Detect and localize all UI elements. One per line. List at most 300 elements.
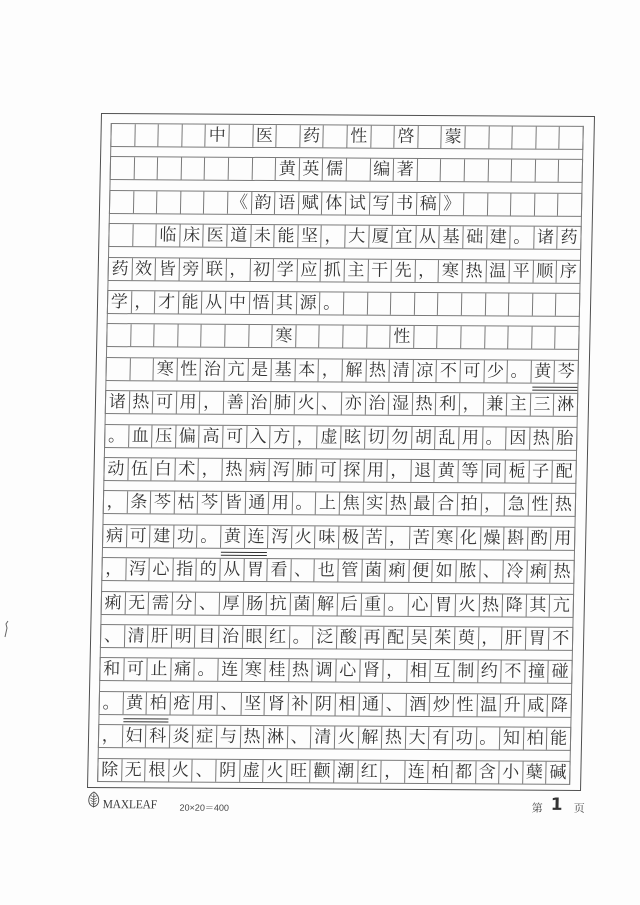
grid-cell [555,294,580,316]
grid-cell [319,326,343,348]
grid-cell: 炎 [169,726,193,748]
grid-cell: 诸 [105,391,129,413]
grid-cell: 亢 [223,359,247,381]
grid-cell: 热 [461,260,485,282]
grid-cell [417,126,441,148]
grid-cell: 胃 [431,594,455,616]
grid-cell: 悟 [248,292,272,314]
text-row [105,390,578,417]
grid-cell: 知 [499,728,523,750]
grid-cell: 合 [433,493,457,515]
grid-cell: 学 [107,291,131,313]
double-underline [221,552,266,556]
grid-cell [463,193,487,215]
grid-cell: 味 [314,526,338,548]
grid-cell: 止 [146,659,170,681]
grid-cell: 痛 [170,659,194,681]
grid-cell: 冷 [502,561,526,583]
grid-cell: 极 [338,526,362,548]
grid-cell: 抓 [320,259,344,281]
grid-cell: 可 [459,360,483,382]
grid-cell: 临 [155,225,179,247]
grid-cell: 坚 [297,225,321,247]
grid-cell: 与 [216,726,240,748]
grid-cell [366,326,390,348]
grid-cell: 寒 [438,260,462,282]
grid-cell: 热 [386,493,410,515]
grid-cell: 蘖 [522,761,546,783]
grid-cell: 目 [194,626,218,648]
page-number: 1 [550,794,563,815]
grid-cell: 热 [365,359,389,381]
grid-cell: 淋 [263,726,287,748]
grid-cell: 泻 [267,526,291,548]
grid-cell: 血 [128,425,152,447]
grid-cell: ， [387,460,411,482]
grid-cell: 不 [548,628,573,650]
grid-cell: 柏 [146,692,170,714]
grid-cell: 黄 [220,526,244,548]
text-row [99,657,572,684]
grid-cell [510,193,534,215]
grid-cell: 化 [456,527,480,549]
grid-cell: 芩 [554,361,579,383]
grid-cell: 治 [218,626,242,648]
grid-cell: 火 [168,759,192,781]
grid-cell: 等 [457,460,481,482]
grid-cell: 便 [408,560,432,582]
grid-cell: 方 [269,426,293,448]
grid-cell: 才 [154,291,178,313]
text-row [103,490,576,517]
grid-cell [416,159,440,181]
grid-cell: 、 [317,393,341,415]
grid-cell [487,160,511,182]
grid-cell: 补 [287,693,311,715]
grid-cell [129,358,153,380]
grid-cell: 碰 [548,661,573,683]
grid-cell: 桂 [264,659,288,681]
grid-cell: 。 [289,626,313,648]
grid-cell: 再 [359,627,383,649]
grid-cell: ， [98,725,122,747]
grid-cell: 痢 [101,592,125,614]
grid-cell [105,358,129,380]
grid-cell: 、 [287,726,311,748]
grid-cell: 黄 [275,158,299,180]
grid-cell [557,194,582,216]
brand-name: MAXLEAF [102,797,158,812]
grid-cell [370,126,394,148]
grid-cell: 制 [453,661,477,683]
grid-cell [484,327,508,349]
grid-cell: 的 [196,559,220,581]
grid-cell [180,191,204,213]
grid-cell: 不 [436,360,460,382]
grid-cell: 心 [335,660,359,682]
grid-cell: ， [414,260,438,282]
grid-cell: 肾 [264,693,288,715]
grid-cell: 分 [171,592,195,614]
grid-cell: 调 [312,660,336,682]
grid-cell: 肝 [501,627,525,649]
grid-cell [414,293,438,315]
grid-cell: 如 [432,560,456,582]
grid-cell: 湿 [388,393,412,415]
grid-cell: 、 [195,592,219,614]
grid-cell: 柏 [523,728,547,750]
grid-cell: 学 [273,259,297,281]
grid-cell: 药 [299,125,323,147]
grid-cell: 含 [475,761,499,783]
text-row [100,624,573,651]
grid-cell: 坚 [240,693,264,715]
grid-cell: 火 [334,727,358,749]
scan-mark [4,620,10,638]
grid-cell: 亦 [341,393,365,415]
grid-cell: 皆 [155,258,179,280]
grid-cell: 症 [192,726,216,748]
grid-cell: 酌 [527,527,551,549]
grid-cell: 基 [439,226,463,248]
grid-cell: 大 [405,727,429,749]
grid-cell: 清 [124,625,148,647]
grid-cell [133,191,157,213]
grid-cell [558,160,583,182]
grid-cell: 韵 [250,192,274,214]
grid-cell: 凉 [412,360,436,382]
grid-cell: 约 [477,661,501,683]
grid-cell: 焦 [339,493,363,515]
grid-cell: ， [199,392,223,414]
leaf-icon [87,791,101,808]
grid-cell [464,160,488,182]
grid-spec: 20×20＝400 [179,802,230,813]
grid-cell: 。 [104,425,128,447]
grid-cell: 、 [382,694,406,716]
grid-cell: 眼 [241,626,265,648]
grid-cell: 同 [481,460,505,482]
grid-cell: 未 [250,225,274,247]
grid-cell: 黄 [122,692,146,714]
grid-border [97,123,584,785]
grid-cell: 、 [479,561,503,583]
grid-cell [248,325,272,347]
grid-cell: 平 [509,260,533,282]
grid-cell: 升 [500,694,524,716]
grid-cell: 酒 [405,694,429,716]
grid-cell: 。 [509,227,533,249]
grid-cell: 、 [100,625,124,647]
grid-cell: 肠 [242,593,266,615]
grid-cell: 柏 [427,761,451,783]
grid-cell: 寒 [241,659,265,681]
grid-cell: 少 [483,360,507,382]
grid-cell: 可 [123,659,147,681]
grid-cell: 功 [173,525,197,547]
text-row [101,591,574,618]
grid-cell: 联 [202,258,226,280]
grid-cell: 动 [103,458,127,480]
grid-cell [461,293,485,315]
grid-cell: 肺 [292,459,316,481]
grid-cell: 苦 [362,526,386,548]
author-row [110,156,583,183]
grid-cell [180,158,204,180]
grid-cell: 黄 [434,460,458,482]
grid-cell: 。 [194,659,218,681]
grid-cell: 脓 [455,560,479,582]
grid-cell: 管 [337,560,361,582]
double-underline [532,386,577,390]
grid-cell: 泛 [312,626,336,648]
grid-cell: 医 [203,225,227,247]
grid-cell [157,158,181,180]
grid-cell: 用 [193,692,217,714]
grid-cell: 明 [171,625,195,647]
grid-cell: 热 [478,594,502,616]
grid-cell [559,127,584,149]
grid-cell: 指 [172,559,196,581]
grid-cell: 通 [358,693,382,715]
grid-cell: 亢 [549,594,574,616]
grid-cell: 序 [556,260,581,282]
grid-cell: 。 [291,493,315,515]
grid-cell: 偏 [175,425,199,447]
grid-cell: 。 [384,593,408,615]
double-underline [123,718,168,722]
grid-cell: 寒 [271,325,295,347]
grid-cell: 芩 [150,492,174,514]
grid-cell: 热 [128,391,152,413]
grid-cell: 性 [346,125,370,147]
text-row [98,724,571,751]
grid-cell [110,124,134,146]
grid-cell: 儒 [322,159,346,181]
grid-cell: 火 [262,760,286,782]
grid-cell: 皆 [221,492,245,514]
grid-cell: 用 [458,427,482,449]
grid-cell [460,327,484,349]
grid-cell: 无 [121,759,145,781]
grid-cell: 善 [223,392,247,414]
grid-cell: 也 [314,560,338,582]
grid-cell: 用 [176,392,200,414]
grid-cell: 碱 [545,761,570,783]
grid-cell: 撞 [524,661,548,683]
grid-cell: 解 [313,593,337,615]
grid-cell: 病 [102,525,126,547]
grid-cell: 用 [550,528,575,550]
grid-cell: 退 [410,460,434,482]
grid-cell: 萸 [454,627,478,649]
grid-cell: 可 [316,459,340,481]
grid-cell: ， [382,660,406,682]
grid-cell: 能 [178,291,202,313]
text-row [107,290,580,317]
grid-cell: ， [198,459,222,481]
grid-cell: 建 [486,227,510,249]
grid-cell: 炒 [429,694,453,716]
grid-cell: 根 [144,759,168,781]
grid-cell: 茱 [430,627,454,649]
grid-cell: 从 [415,226,439,248]
grid-cell: 燥 [480,527,504,549]
grid-cell: 能 [273,225,297,247]
grid-cell: 中 [225,292,249,314]
grid-cell: ， [385,527,409,549]
text-row [99,691,572,718]
grid-cell [440,159,464,181]
grid-cell: 互 [430,660,454,682]
grid-cell [204,158,228,180]
grid-cell: 子 [528,461,552,483]
grid-cell: 降 [547,695,572,717]
grid-cell: 探 [339,459,363,481]
grid-cell: 苦 [409,527,433,549]
grid-cell [153,325,177,347]
grid-cell: 兼 [482,394,506,416]
grid-cell: 咸 [523,694,547,716]
grid-cell: 大 [344,226,368,248]
grid-cell: 拍 [457,494,481,516]
grid-cell: 菌 [289,593,313,615]
grid-cell [201,325,225,347]
page-prefix: 第 [531,801,543,815]
grid-cell: 看 [266,559,290,581]
manuscript-sheet [87,113,595,816]
grid-cell: 药 [557,227,582,249]
grid-cell: 热 [288,660,312,682]
grid-cell: 蒙 [441,126,465,148]
subtitle-row [109,190,582,217]
grid-cell: 其 [272,292,296,314]
grid-cell [156,191,180,213]
grid-cell: 可 [126,525,150,547]
grid-cell: 入 [246,426,270,448]
grid-cell: 妇 [121,725,145,747]
title-row [110,123,583,150]
grid-cell: 眩 [340,426,364,448]
grid-cell: 配 [552,461,577,483]
grid-cell [134,124,158,146]
grid-cell: ， [477,627,501,649]
grid-cell: 泻 [125,558,149,580]
text-row [108,223,581,250]
grid-cell: 其 [525,594,549,616]
text-row [108,257,581,284]
grid-cell: 上 [315,493,339,515]
grid-cell: 菌 [361,560,385,582]
grid-cell [109,191,133,213]
grid-cell [484,293,508,315]
grid-cell: ， [480,494,504,516]
text-row [102,524,575,551]
grid-cell [554,327,579,349]
grid-cell [275,125,299,147]
grid-cell: 泻 [269,459,293,481]
grid-cell [130,325,154,347]
grid-cell: 。 [99,692,123,714]
grid-cell [158,124,182,146]
grid-cell: 实 [362,493,386,515]
grid-cell: ， [101,558,125,580]
grid-cell [295,326,319,348]
text-row [101,557,574,584]
grid-cell: 降 [502,594,526,616]
grid-cell: 。 [196,525,220,547]
grid-cell: 性 [176,358,200,380]
grid-cell: 阴 [215,759,239,781]
grid-cell: 赋 [298,192,322,214]
grid-cell: 肺 [270,392,294,414]
grid-cell [511,160,535,182]
grid-cell: 宜 [391,226,415,248]
grid-cell [531,327,555,349]
grid-cell: 条 [126,492,150,514]
grid-cell: 压 [151,425,175,447]
grid-cell: 热 [381,727,405,749]
grid-cell: 能 [546,728,571,750]
grid-cell: 旁 [178,258,202,280]
grid-cell: 斟 [503,527,527,549]
grid-cell: 和 [99,658,123,680]
grid-cell: 厚 [219,592,243,614]
grid-cell: 源 [296,292,320,314]
grid-cell: 有 [428,727,452,749]
grid-cell: 医 [252,125,276,147]
grid-cell: 后 [337,593,361,615]
grid-cell: 无 [124,592,148,614]
grid-cell: 寒 [153,358,177,380]
text-row [103,457,576,484]
grid-cell: 初 [249,259,273,281]
grid-cell: 可 [222,425,246,447]
grid-cell: 阴 [311,693,335,715]
grid-cell: 因 [505,427,529,449]
grid-cell: 肝 [147,625,171,647]
grid-cell [346,159,370,181]
grid-cell: 痢 [526,561,550,583]
grid-cell: 是 [247,359,271,381]
grid-cell [534,193,558,215]
grid-cell: 病 [245,459,269,481]
grid-cell: 术 [174,458,198,480]
grid-cell [110,157,134,179]
grid-cell: 从 [219,559,243,581]
grid-cell: 酸 [336,626,360,648]
grid-cell: 先 [391,259,415,281]
grid-cell: 需 [148,592,172,614]
grid-cell: 重 [360,593,384,615]
grid-cell: ， [318,359,342,381]
grid-cell: 功 [452,727,476,749]
grid-cell: 热 [529,427,553,449]
grid-cell [488,126,512,148]
grid-cell: 高 [198,425,222,447]
grid-cell: 语 [274,192,298,214]
grid-cell: 。 [475,728,499,750]
grid-cell: 用 [363,460,387,482]
grid-cell: 性 [389,326,413,348]
grid-cell: 、 [290,559,314,581]
grid-cell [437,293,461,315]
grid-cell [511,126,535,148]
grid-cell: 急 [504,494,528,516]
grid-cell: 连 [244,526,268,548]
grid-cell: 写 [368,192,392,214]
grid-cell: 心 [407,594,431,616]
